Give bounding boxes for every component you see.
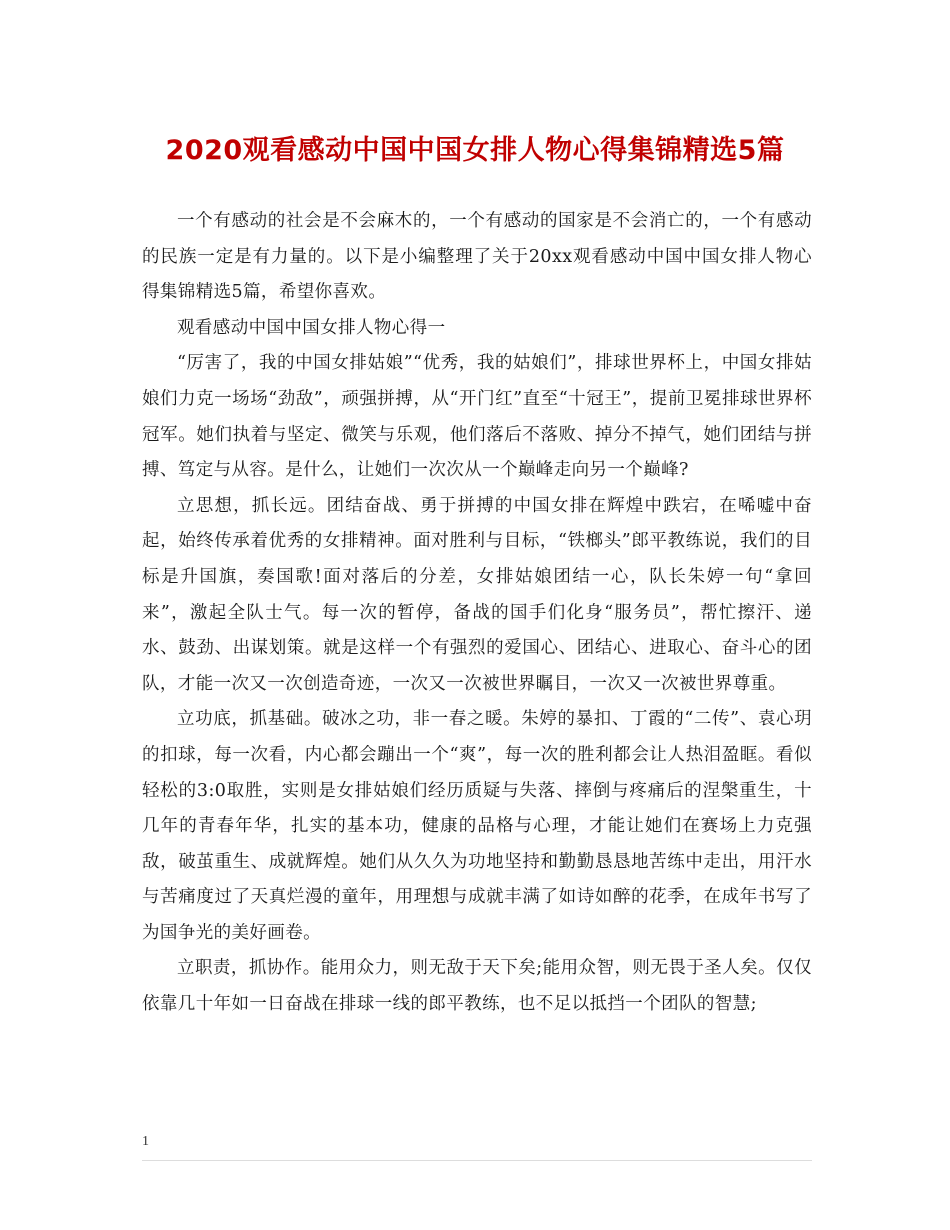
body-paragraph: 立职责，抓协作。能用众力，则无敌于天下矣;能用众智，则无畏于圣人矣。仅仅依靠几十年如一日奋战在排球一线的郎平教练，也不足以抵挡一个团队的智慧; [142,958,812,1015]
document-title: 2020观看感动中国中国女排人物心得集锦精选5篇 [165,135,785,166]
page-number: 1 [142,1134,149,1149]
intro-paragraph: 一个有感动的社会是不会麻木的，一个有感动的国家是不会消亡的，一个有感动的民族一定是有力量的。以下是小编整理了关于20xx观看感动中国中国女排人物心得集锦精选5篇，希望你喜欢。 [142,211,812,303]
document-body [142,204,812,1023]
footer-divider [142,1160,812,1161]
section-heading: 观看感动中国中国女排人物心得一 [177,317,446,338]
body-paragraph: 立功底，抓基础。破冰之功，非一春之暖。朱婷的暴扣、丁霞的“二传”、袁心玥的扣球，每一次看，内心都会蹦出一个“爽”，每一次的胜利都会让人热泪盈眶。看似轻松的3:0取胜，实则是女排姑娘们经历质疑与失落、摔倒与疼痛后的涅槃重生，十几年的青春年华，扎实的基本功，健康的品格与心理，才能让她们在赛场上力克强敌，破茧重生、成就辉煌。她们从久久为功地坚持和勤勤恳恳地苦练中走出，用汗水与苦痛度过了天真烂漫的童年，用理想与成就丰满了如诗如醉的花季，在成年书写了为国争光的美好画卷。 [142,709,812,943]
body-paragraph: 立思想，抓长远。团结奋战、勇于拼搏的中国女排在辉煌中跌宕，在唏嘘中奋起，始终传承着优秀的女排精神。面对胜利与目标，“铁榔头”郎平教练说，我们的目标是升国旗，奏国歌!面对落后的分差，女排姑娘团结一心，队长朱婷一句“拿回来”，激起全队士气。每一次的暂停，备战的国手们化身“服务员”，帮忙擦汗、递水、鼓劲、出谋划策。就是这样一个有强烈的爱国心、团结心、进取心、奋斗心的团队，才能一次又一次创造奇迹，一次又一次被世界瞩目，一次又一次被世界尊重。 [142,495,812,694]
body-paragraph: “厉害了，我的中国女排姑娘”“优秀，我的姑娘们”，排球世界杯上，中国女排姑娘们力克一场场“劲敌”，顽强拼搏，从“开门红”直至“十冠王”，提前卫冕排球世界杯冠军。她们执着与坚定、微笑与乐观，他们落后不落败、掉分不掉气，她们团结与拼搏、笃定与从容。是什么，让她们一次次从一个巅峰走向另一个巅峰? [142,353,812,481]
